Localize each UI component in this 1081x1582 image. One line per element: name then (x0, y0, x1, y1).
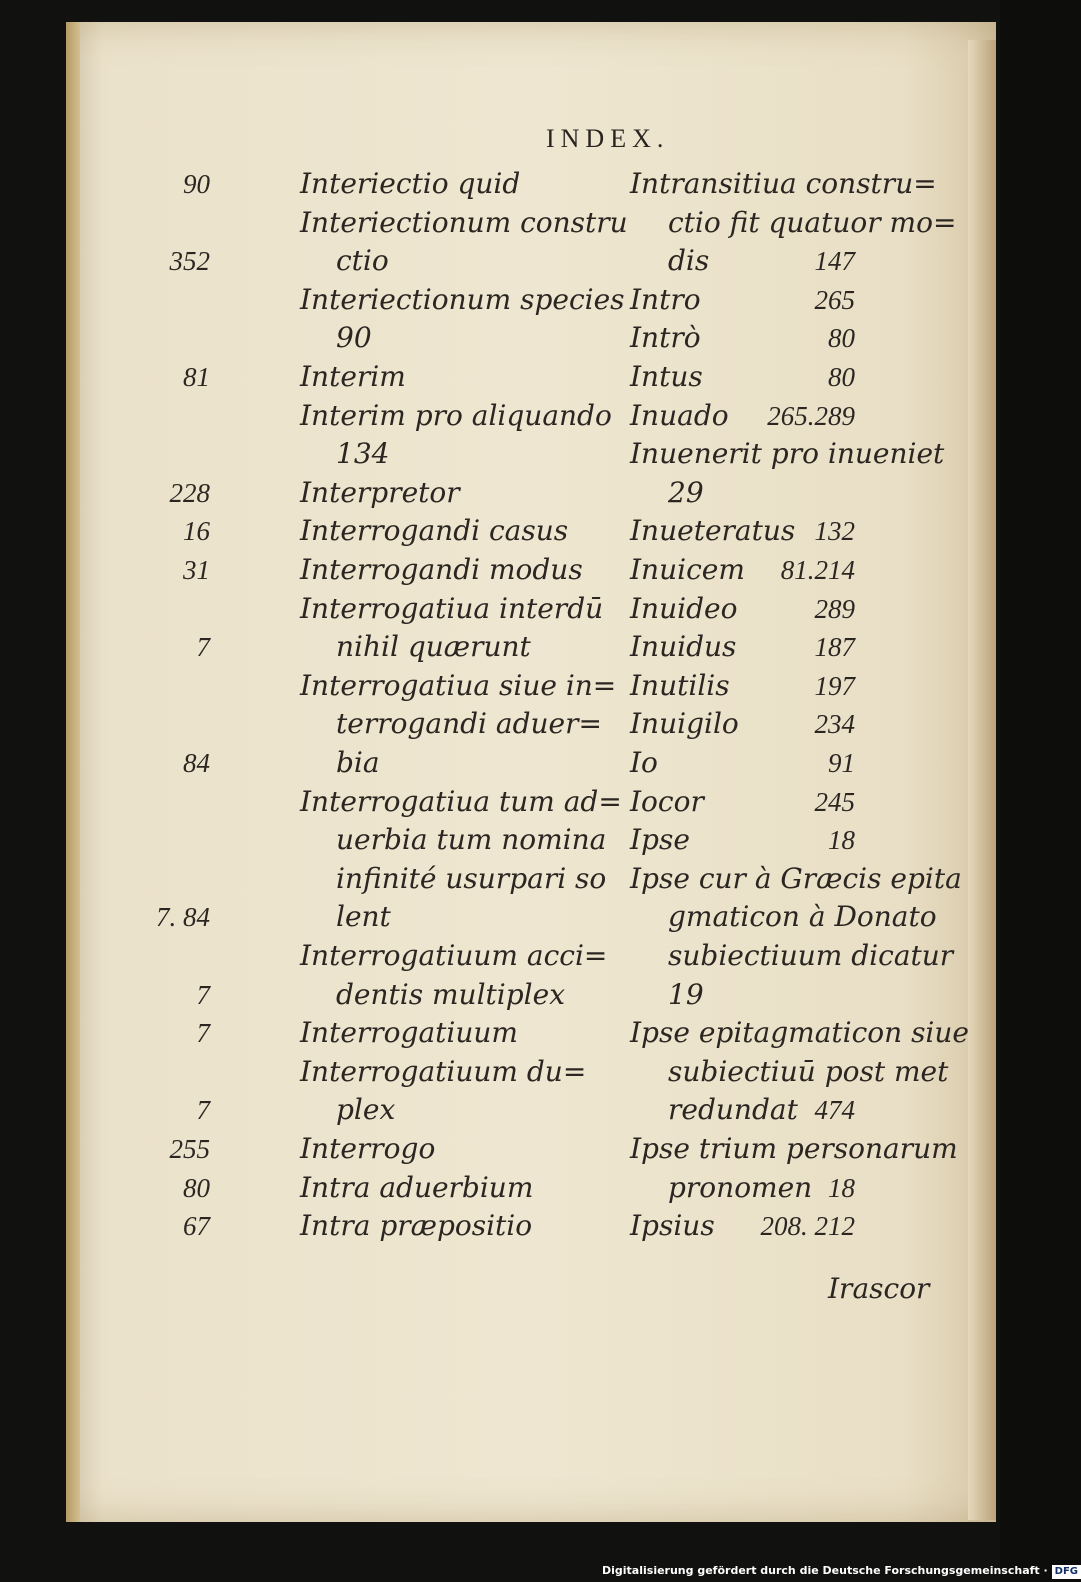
index-entry-term: Io (630, 746, 658, 779)
index-entry-page: 234 (814, 709, 855, 740)
index-entry-page: 352 (169, 246, 210, 277)
index-entry-page: 84 (183, 748, 210, 778)
index-entry-term: Interrogatiuum (300, 1016, 518, 1050)
page-edge-right (968, 40, 996, 1520)
index-entry-term: Interrogatiua interdū (300, 591, 604, 625)
index-entry-page: 245 (814, 786, 855, 817)
index-entry-term: Interim pro aliquando (300, 398, 612, 432)
index-entry-term: dis (668, 244, 710, 278)
index-entry-term: 19 (668, 977, 704, 1011)
index-entry-page: 7 (196, 1095, 210, 1126)
index-entry-page: 18 (828, 825, 855, 856)
catchword: Irascor (828, 1272, 930, 1305)
index-entry-page: 80 (828, 323, 855, 354)
index-entry-term: lent (336, 900, 391, 934)
index-entry-term: Inuideo (630, 591, 738, 625)
index-entry-page: 208. 212 (760, 1211, 855, 1242)
index-entry-term: dentis multiplex (336, 977, 565, 1011)
index-entry-term: Interim (300, 360, 406, 393)
index-entry-term: Intransitiua constru= (630, 167, 937, 200)
index-entry-term: Interiectio quid (300, 167, 521, 200)
index-entry-page: 228 (169, 477, 210, 508)
index-entry-page: 474 (814, 1095, 855, 1126)
index-entry-term: uerbia tum nomina (336, 823, 607, 857)
index-entry-term: Interrogatiua tum ad= (300, 784, 622, 818)
index-entry-term: Interrogatiuum acci= (300, 939, 608, 972)
index-entry-page: 187 (814, 632, 855, 663)
index-entry-term: 90 (336, 321, 372, 355)
index-entry-term: Ipse (630, 823, 690, 857)
index-entry-term: pronomen (668, 1170, 813, 1204)
index-entry-term: 134 (336, 437, 390, 471)
index-entry-term: Interrogatiua siue in= (300, 668, 617, 702)
index-entry-term: Interrogatiuum du= (300, 1054, 587, 1088)
index-entry-term: Interiectionum species (300, 282, 625, 316)
index-entry-term: Intrò (630, 321, 701, 355)
index-entry-term: nihil quærunt (336, 630, 531, 664)
index-entry-term: Inuigilo (630, 707, 739, 741)
index-entry-page: 255 (169, 1134, 210, 1164)
index-entry-term: Inuenerit pro inueniet (630, 437, 945, 471)
index-entry-term: Intra aduerbium (300, 1170, 534, 1204)
index-entry-term: plex (336, 1093, 396, 1127)
index-entry-term: infinité usurpari so (336, 861, 607, 895)
index-entry-page: 7 (196, 1018, 210, 1049)
index-entry-page: 147 (814, 246, 855, 277)
index-entry-page: 90 (183, 169, 210, 199)
index-entry-term: Interrogo (300, 1132, 436, 1165)
index-entry-page: 81.214 (780, 555, 855, 585)
index-entry-page: 81 (183, 362, 210, 392)
index-entry-term: bia (336, 746, 380, 779)
index-entry-page: 67 (183, 1211, 210, 1242)
index-entry-page: 197 (814, 670, 855, 701)
index-entry-term: Intro (630, 282, 701, 316)
index-entry-term: Inuicem (630, 553, 745, 586)
index-entry-term: gmaticon à Donato (668, 900, 937, 934)
digitization-footer (602, 1559, 1079, 1582)
index-entry-term: ctio (336, 244, 389, 278)
index-entry-page: 132 (814, 516, 855, 547)
index-entry-term: terrogandi aduer= (336, 707, 602, 741)
page-edge-left (66, 22, 80, 1522)
index-entry-term: Inutilis (630, 668, 730, 702)
index-entry-page: 16 (183, 516, 210, 547)
index-entry-term: 29 (668, 475, 704, 509)
index-entry-term: Ipse trium personarum (630, 1132, 958, 1165)
index-entry-term: Ipse cur à Græcis epita (630, 861, 962, 895)
index-entry-page: 7. 84 (156, 902, 210, 933)
index-entry-term: Interrogandi modus (300, 553, 583, 586)
index-entry-term: Inuidus (630, 630, 737, 664)
index-entry-term: subiectiuū post met (668, 1054, 949, 1088)
index-entry-term: Inuado (630, 398, 729, 432)
index-entry-term: Intus (630, 360, 703, 393)
index-entry-term: Interrogandi casus (300, 514, 569, 548)
index-entry-page: 265 (814, 284, 855, 315)
index-entry-term: redundat (668, 1093, 798, 1127)
index-entry-term: Interiectionum constru (300, 205, 628, 239)
index-entry-term: Iocor (630, 784, 704, 818)
index-entry-page: 7 (196, 632, 210, 663)
index-entry-term: subiectiuum dicatur (668, 939, 954, 972)
index-entry-page: 7 (196, 979, 210, 1010)
index-entry-page: 80 (183, 1172, 210, 1203)
index-entry-term: Interpretor (300, 475, 460, 509)
index-entry-page: 289 (814, 593, 855, 624)
index-entry-term: Ipse epitagmaticon siue (630, 1016, 969, 1050)
dfg-logo: DFG (1052, 1565, 1081, 1579)
index-entry-page: 265.289 (767, 400, 855, 431)
index-entry-term: Ipsius (630, 1209, 715, 1243)
index-entry-page: 18 (828, 1172, 855, 1203)
footer-text: Digitalisierung gefördert durch die Deutsche Forschungsgemeinschaft · (602, 1564, 1048, 1577)
index-entry-page: 91 (828, 748, 855, 778)
index-entry-term: Intra præpositio (300, 1209, 533, 1243)
running-head: INDEX. (546, 124, 670, 153)
index-entry-term: Inueteratus (630, 514, 796, 548)
index-entry-page: 80 (828, 362, 855, 392)
index-entry-page: 31 (183, 555, 210, 585)
index-entry-term: ctio fit quatuor mo= (668, 205, 957, 239)
